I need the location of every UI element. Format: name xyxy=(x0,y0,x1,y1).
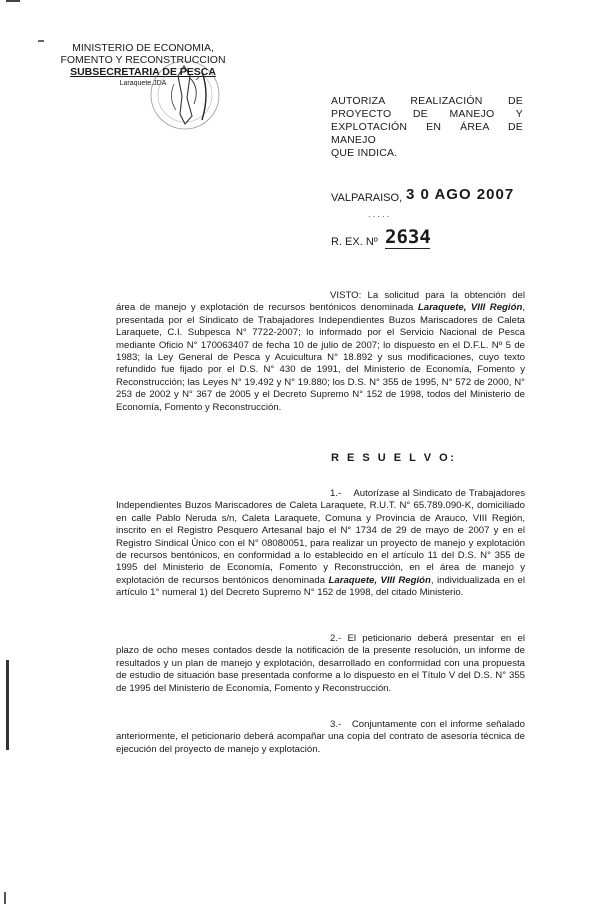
scan-artifact xyxy=(4,892,14,904)
scan-artifact: ····· xyxy=(368,212,392,221)
article-3-number: 3.- xyxy=(330,719,342,730)
ministry-name-line1: MINISTERIO DE ECONOMIA, xyxy=(72,42,214,54)
official-seal-icon xyxy=(140,58,230,132)
article-1-text-part2: , individualizada en el artículo 1° numeral 1) del Decreto Supremo N° 152 de 1998, del citado Ministerio. xyxy=(116,574,525,599)
subject-line-4: QUE INDICA. xyxy=(331,147,398,159)
scan-artifact xyxy=(38,40,44,42)
area-name-emphasis: Laraquete, VIII Región xyxy=(417,302,523,314)
resolution-label: R. EX. Nº xyxy=(331,236,378,248)
area-name-emphasis: Laraquete, VIII Región xyxy=(328,574,431,586)
place-label: VALPARAISO, xyxy=(331,192,403,204)
article-2-number: 2.- xyxy=(330,633,342,644)
visto-text-part1: La solicitud para la obtención del área de manejo y explotación de recursos bentónicos denominada xyxy=(116,290,525,314)
visto-text-part2: , presentada por el Sindicato de Trabajadores Independientes Buzos Mariscadores de Caleta Laraquete, C.I. Subpesca N° 7722-2007; lo informado por el Servicio Nacional de Pesca mediante Oficio N° 170063407 de fecha 10 de julio de 2007; lo dispuesto en el D.F.L. Nº 5 de 1983; la Ley General de Pesca y Acuicultura N° 18.892 y sus modificaciones, cuyo texto refundido fue fijado por el D.S. N° 430 de 1991, del Ministerio de Economía, Fomento y Reconstrucción; las Leyes N° 19.492 y N° 19.880; los D.S. N° 355 de 1995, N° 572 de 2000, N° 253 de 2002 y N° 367 de 2005 y el Decreto Supremo N° 152 de 1998, todos del Ministerio de Economía, Fomento y Reconstrucción. xyxy=(116,302,525,413)
scan-artifact xyxy=(6,660,9,750)
resolution-number: 2634 xyxy=(385,226,431,248)
article-1-number: 1.- xyxy=(330,488,342,499)
subject-line-3: EXPLOTACIÓN EN ÁREA DE MANEJO xyxy=(331,121,523,146)
ministry-name-line2: FOMENTO Y RECONSTRUCCION xyxy=(60,54,226,66)
article-3-text: Conjuntamente con el informe señalado anteriormente, el peticionario deberá acompañar una copia del contrato de asesoría técnica de ejecución del proyecto de manejo y explotación. xyxy=(116,719,525,755)
subject-block xyxy=(331,95,523,160)
file-reference: Laraquete.JDA xyxy=(119,80,167,87)
article-2 xyxy=(116,633,525,695)
date-stamp: 3 0 AGO 2007 xyxy=(406,186,515,203)
resuelvo-heading: R E S U E L V O: xyxy=(331,452,457,464)
subsecretaria-name: SUBSECRETARIA DE PESCA xyxy=(70,66,216,78)
article-1 xyxy=(116,488,525,600)
subject-line-1: AUTORIZA REALIZACIÓN DE xyxy=(331,95,523,107)
article-3 xyxy=(116,719,525,756)
subject-line-2: PROYECTO DE MANEJO Y xyxy=(331,108,523,120)
scan-artifact xyxy=(6,0,20,2)
visto-label: VISTO: xyxy=(330,290,362,301)
article-2-text: El peticionario deberá presentar en el plazo de ocho meses contados desde la notificación de la presente resolución, un informe de resultados y un plan de manejo y explotación, desarrollado en conformidad con una propuesta de estudio de situación base presentada conforme a lo dispuesto en el Título V del D.S. N° 355 de 1995 del Ministerio de Economía, Fomento y Reconstrucción. xyxy=(116,633,525,694)
article-1-text-part1: Autorízase al Sindicato de Trabajadores Independientes Buzos Mariscadores de Caleta Laraquete, R.U.T. N° 65.789.090-K, domiciliado en calle Pablo Neruda s/n, Caleta Laraquete, Comuna y Provincia de Arauco, VIII Región, inscrito en el Registro Pesquero Artesanal bajo el N° 1734 de 29 de mayo de 2007 y en el Registro Sindical Único con el N° 08080051, para realizar un proyecto de manejo y explotación de recursos bentónicos, en conformidad a lo establecido en el artículo 11 del D.S. N° 355 de 1995 del Ministerio de Economía, Fomento y Reconstrucción, en el área de manejo y explotación de recursos bentónicos denominada xyxy=(116,488,525,586)
visto-paragraph xyxy=(116,290,525,414)
